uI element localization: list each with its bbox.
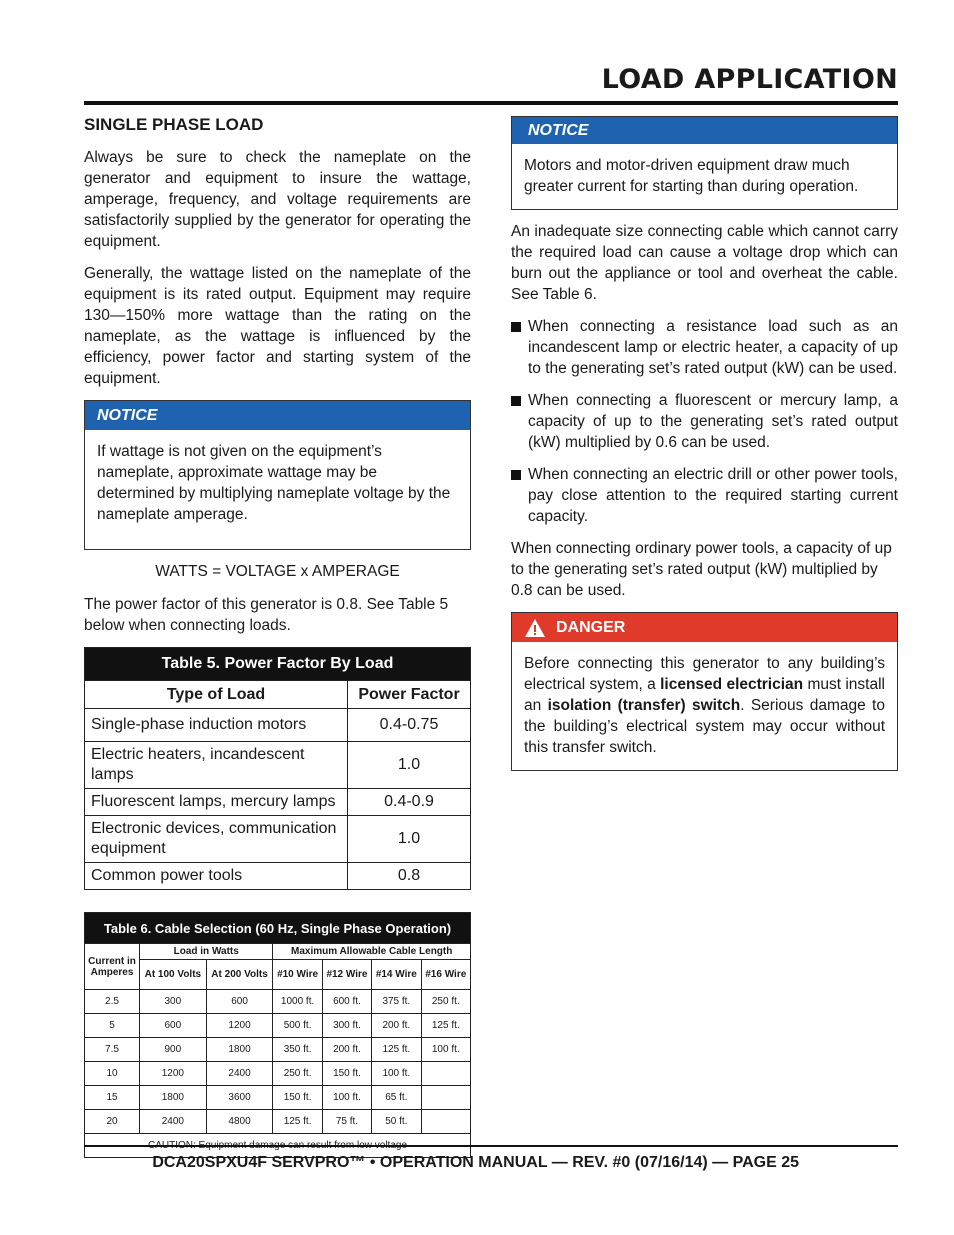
table6-cell: 1800 [140, 1086, 207, 1110]
top-rule [84, 101, 898, 105]
table6-cell: 300 [140, 990, 207, 1014]
notice-label: NOTICE [85, 401, 470, 430]
bottom-rule [84, 1145, 898, 1147]
table6-cell: 10 [85, 1062, 140, 1086]
table6-header-wire10: #10 Wire [273, 960, 322, 990]
table6-cell: 4800 [206, 1110, 273, 1134]
danger-text-part: must install an [524, 676, 885, 714]
table5-cell: 0.4-0.9 [348, 789, 471, 816]
table6-header-200v: At 200 Volts [206, 960, 273, 990]
formula: WATTS = VOLTAGE x AMPERAGE [155, 563, 400, 580]
section-heading: SINGLE PHASE LOAD [84, 115, 264, 134]
table6-caption: Table 6. Cable Selection (60 Hz, Single Phase Operation) [85, 913, 471, 944]
table6-cell: 2.5 [85, 990, 140, 1014]
table6-cell: 7.5 [85, 1038, 140, 1062]
notice-label: NOTICE [512, 117, 897, 144]
table-row [85, 1110, 471, 1134]
list-item [511, 464, 898, 527]
page-footer: DCA20SPXU4F SERVPRO™ • OPERATION MANUAL — REV. #0 (07/16/14) — PAGE 25 [152, 1154, 799, 1171]
notice-text: Motors and motor-driven equipment draw much greater current for starting than during operation. [524, 157, 859, 195]
table-row [85, 709, 471, 742]
table6-cell: 900 [140, 1038, 207, 1062]
table6-cell: 600 ft. [322, 990, 371, 1014]
table6-cell: 1200 [140, 1062, 207, 1086]
table5-header-type: Type of Load [85, 681, 348, 709]
table6-cell: 2400 [140, 1110, 207, 1134]
table5-cell: Single-phase induction motors [85, 709, 348, 742]
bullet-square-icon [511, 396, 521, 406]
table-row [85, 863, 471, 890]
notice-box-motors [511, 116, 898, 210]
table6-cell: 500 ft. [273, 1014, 322, 1038]
table-row [85, 990, 471, 1014]
table-row [85, 816, 471, 863]
list-item-text: When connecting a resistance load such as an incandescent lamp or electric heater, a capacity of up to the generating set’s rated output (kW) can be used. [528, 318, 898, 377]
list-item-text: When connecting an electric drill or other power tools, pay close attention to the required starting current capacity. [528, 466, 898, 525]
bullet-square-icon [511, 322, 521, 332]
table6-cell: 300 ft. [322, 1014, 371, 1038]
table5-caption: Table 5. Power Factor By Load [85, 648, 471, 681]
bullet-list [511, 316, 898, 527]
table6-cell: 200 ft. [322, 1038, 371, 1062]
danger-text-part: Before connecting this generator to any building’s electrical system, a [524, 655, 885, 693]
table5-cell: 1.0 [348, 742, 471, 789]
paragraph-power-tools: When connecting ordinary power tools, a capacity of up to the generating set’s rated output (kW) multiplied by 0.8 can be used. [511, 540, 892, 599]
table6-cell: 250 ft. [421, 990, 470, 1014]
danger-text-part: . Serious damage to the building’s electrical system may occur without this transfer switch. [524, 697, 885, 756]
paragraph-nameplate: Always be sure to check the nameplate on the generator and equipment to insure the wattage, amperage, frequency, and voltage requirements are satisfactorily supplied by the generator for operating the equipment. [84, 149, 471, 250]
list-item [511, 390, 898, 453]
table-row [85, 1062, 471, 1086]
table6-cell: 100 ft. [372, 1062, 421, 1086]
table6-cell: 100 ft. [322, 1086, 371, 1110]
table-row [85, 1038, 471, 1062]
table-row [85, 742, 471, 789]
table6-cell: 1800 [206, 1038, 273, 1062]
table6-cell: 2400 [206, 1062, 273, 1086]
table6-header-max-length: Maximum Allowable Cable Length [273, 944, 471, 960]
list-item-text: When connecting a fluorescent or mercury lamp, a capacity of up to the generating set’s rated output (kW) multiplied by 0.6 can be used. [528, 392, 898, 451]
table5-cell: Common power tools [85, 863, 348, 890]
table6-cell: 200 ft. [372, 1014, 421, 1038]
table6-cell: 100 ft. [421, 1038, 470, 1062]
table5-cell: Electronic devices, communication equipment [85, 816, 348, 863]
table6-cell: 50 ft. [372, 1110, 421, 1134]
warning-triangle-icon [524, 618, 546, 638]
table6-cell: 250 ft. [273, 1062, 322, 1086]
danger-label: DANGER [556, 619, 626, 636]
right-column [511, 116, 898, 782]
table-row [85, 1014, 471, 1038]
table6-cell: 375 ft. [372, 990, 421, 1014]
danger-box [511, 612, 898, 771]
danger-bold-electrician: licensed electrician [660, 676, 804, 693]
paragraph-power-factor: The power factor of this generator is 0.8. See Table 5 below when connecting loads. [84, 596, 449, 634]
table5-cell: Electric heaters, incandescent lamps [85, 742, 348, 789]
table6-cell: 65 ft. [372, 1086, 421, 1110]
table6-cell [421, 1086, 470, 1110]
table6-cell [421, 1062, 470, 1086]
table6-cell: 5 [85, 1014, 140, 1038]
table-power-factor [84, 647, 471, 890]
table5-cell: 1.0 [348, 816, 471, 863]
left-column [84, 112, 471, 1158]
table6-cell: 1000 ft. [273, 990, 322, 1014]
bullet-square-icon [511, 470, 521, 480]
paragraph-cable: An inadequate size connecting cable which cannot carry the required load can cause a voltage drop which can burn out the appliance or tool and overheat the cable. See Table 6. [511, 223, 898, 303]
table6-cell: 3600 [206, 1086, 273, 1110]
paragraph-wattage: Generally, the wattage listed on the nameplate of the equipment is its rated output. Equipment may require 130—150% more wattage than the rating on the nameplate, as the wattage is influenced by the efficiency, power factor and starting system of the equipment. [84, 265, 471, 387]
table6-cell: 150 ft. [273, 1086, 322, 1110]
table-row [85, 1086, 471, 1110]
table6-header-wire12: #12 Wire [322, 960, 371, 990]
table5-header-factor: Power Factor [348, 681, 471, 709]
table6-cell: 1200 [206, 1014, 273, 1038]
table5-cell: Fluorescent lamps, mercury lamps [85, 789, 348, 816]
table5-cell: 0.4-0.75 [348, 709, 471, 742]
table6-cell: 350 ft. [273, 1038, 322, 1062]
table6-cell: 15 [85, 1086, 140, 1110]
table6-header-wire16: #16 Wire [421, 960, 470, 990]
table5-cell: 0.8 [348, 863, 471, 890]
page-title: LOAD APPLICATION [601, 64, 898, 95]
table6-cell: 125 ft. [273, 1110, 322, 1134]
table6-cell: 125 ft. [372, 1038, 421, 1062]
danger-text [512, 642, 897, 770]
table6-header-wire14: #14 Wire [372, 960, 421, 990]
table6-cell: 125 ft. [421, 1014, 470, 1038]
table6-cell: 75 ft. [322, 1110, 371, 1134]
notice-text: If wattage is not given on the equipment’s nameplate, approximate wattage may be determined by multiplying nameplate voltage by the nameplate amperage. [97, 443, 451, 523]
table6-header-100v: At 100 Volts [140, 960, 207, 990]
danger-bold-switch: isolation (transfer) switch [547, 697, 741, 714]
table6-cell: 600 [206, 990, 273, 1014]
table-cable-selection [84, 912, 471, 1158]
table6-cell: 20 [85, 1110, 140, 1134]
danger-header [512, 613, 897, 642]
notice-box-wattage [84, 400, 471, 550]
table6-header-load: Load in Watts [140, 944, 273, 960]
table6-cell [421, 1110, 470, 1134]
table6-header-current: Current in Amperes [85, 944, 140, 990]
table6-cell: 600 [140, 1014, 207, 1038]
table6-cell: 150 ft. [322, 1062, 371, 1086]
list-item [511, 316, 898, 379]
table-row [85, 789, 471, 816]
